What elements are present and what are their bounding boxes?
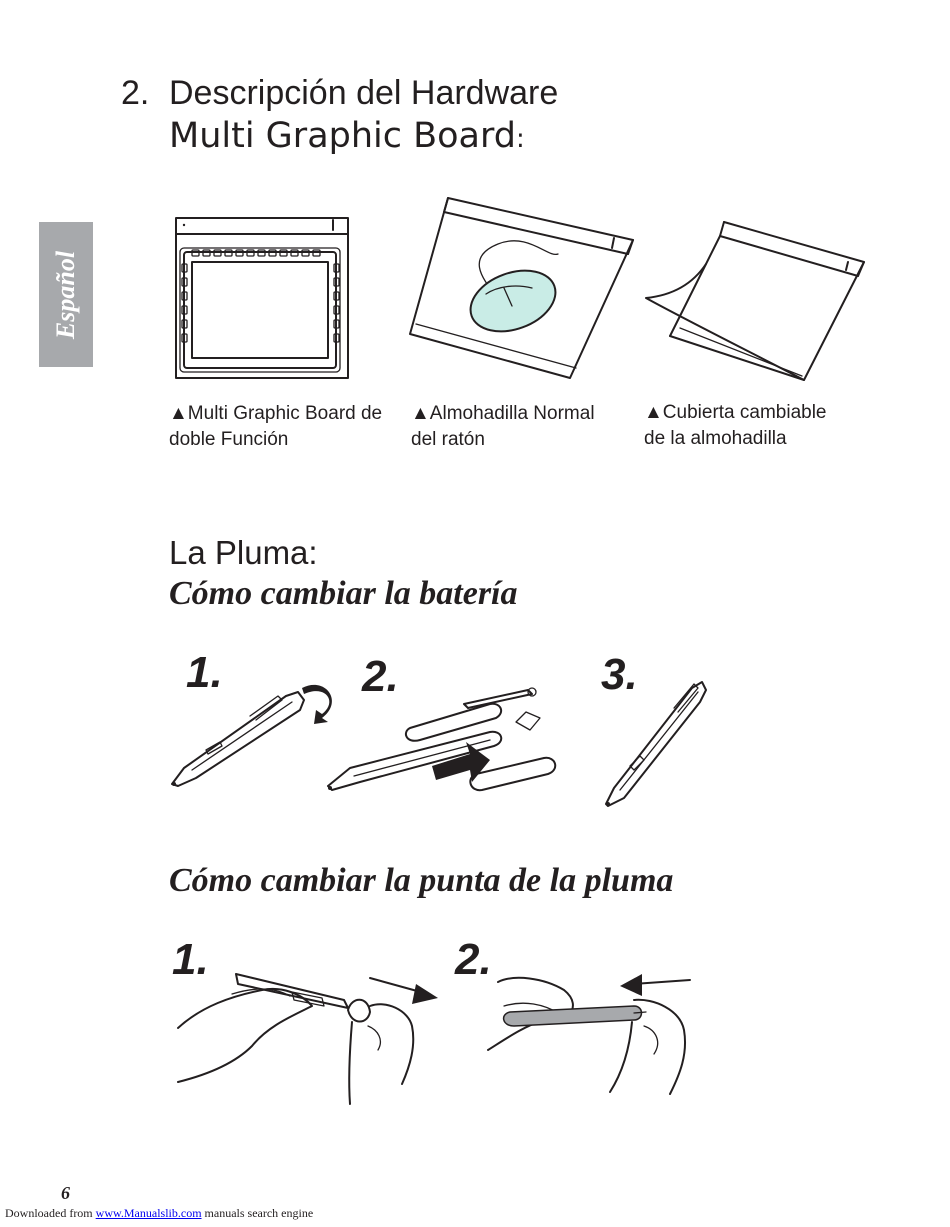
mouse-pad-illustration — [408, 196, 638, 381]
section-subtitle-text: Multi Graphic Board — [169, 116, 516, 156]
multi-graphic-board-illustration — [170, 214, 355, 384]
language-tab — [39, 222, 93, 367]
section-number: 2. — [121, 74, 150, 112]
manualslib-link[interactable]: www.Manualslib.com — [95, 1206, 202, 1220]
tip-heading: Cómo cambiar la punta de la pluma — [169, 862, 674, 899]
board-caption-1-line2: doble Función — [169, 429, 289, 450]
tip-step-1: 1. — [172, 935, 209, 984]
section-title: Descripción del Hardware — [169, 74, 559, 112]
battery-step-2-illustration — [320, 682, 565, 797]
footer-prefix: Downloaded from — [5, 1206, 93, 1220]
battery-step-2: 2. — [362, 652, 399, 701]
board-caption-2-line1: ▲Almohadilla Normal — [411, 403, 595, 424]
battery-step-1: 1. — [186, 648, 223, 697]
battery-step-1-illustration — [166, 680, 341, 790]
pad-cover-illustration — [642, 218, 867, 383]
section-subtitle-colon: : — [516, 124, 525, 154]
language-tab-label: Español — [51, 250, 80, 339]
board-caption-1 — [169, 401, 382, 453]
board-caption-2-line2: del ratón — [411, 429, 485, 450]
battery-step-3-illustration — [600, 678, 712, 810]
battery-heading: Cómo cambiar la batería — [169, 575, 518, 612]
tip-step-2-illustration — [484, 970, 699, 1098]
battery-step-3: 3. — [601, 650, 638, 699]
tip-step-1-illustration — [172, 966, 444, 1108]
board-caption-3-line2: de la almohadilla — [644, 428, 787, 449]
download-footer — [5, 1206, 313, 1221]
board-caption-1-line1: ▲Multi Graphic Board de — [169, 403, 383, 424]
tip-step-2: 2. — [455, 935, 492, 984]
footer-suffix: manuals search engine — [204, 1206, 314, 1220]
page-number: 6 — [61, 1183, 70, 1203]
pen-heading: La Pluma: — [169, 534, 318, 571]
board-caption-2 — [411, 401, 595, 453]
board-caption-3 — [644, 400, 827, 452]
section-subtitle — [169, 116, 525, 156]
board-caption-3-line1: ▲Cubierta cambiable — [644, 402, 827, 423]
